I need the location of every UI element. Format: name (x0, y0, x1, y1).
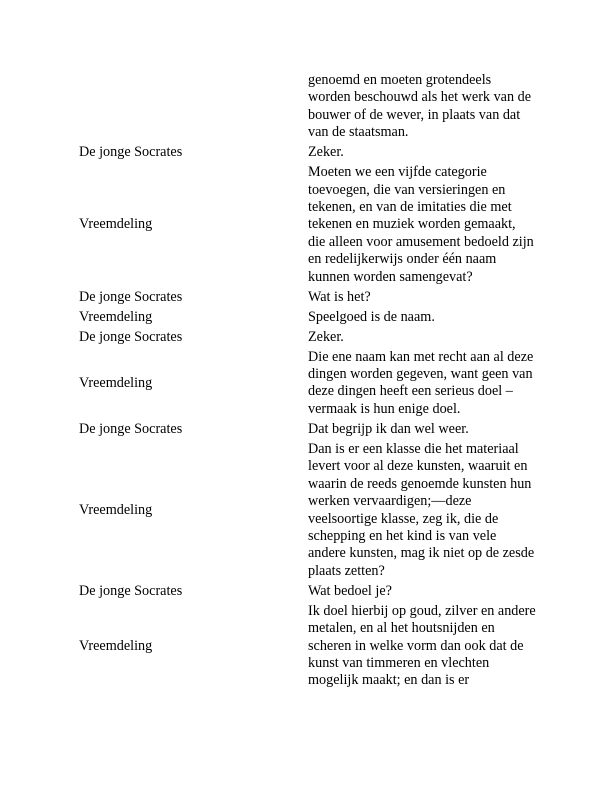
dialogue-row (79, 421, 536, 441)
dialogue-row (79, 289, 536, 309)
speech-text: Dat begrijp ik dan wel weer. (308, 420, 469, 437)
speech-text: genoemd en moeten grotendeels worden beschouwd als het werk van de bouwer of de wever, in plaats van dat van de staatsman. (308, 72, 531, 141)
speech-text: Speelgoed is de naam. (308, 308, 435, 325)
dialogue-row (79, 144, 536, 164)
speech-text: Wat is het? (308, 288, 371, 305)
speech-text: Dan is er een klasse die het materiaal levert voor al deze kunsten, waaruit en waarin de reeds genoemde kunsten hun werken vervaardigen;—deze veelsoortige klasse, zeg ik, die de schepping en het kind is van vele andere kunsten, mag ik niet op de zesde plaats zetten? (308, 440, 535, 579)
dialogue-row (79, 309, 536, 329)
dialogue-row (79, 164, 536, 288)
dialogue-row (79, 583, 536, 603)
speaker-name: Vreemdeling (79, 308, 153, 325)
speaker-name (79, 72, 308, 144)
speaker-name: Vreemdeling (79, 501, 153, 518)
speech-text: Wat bedoel je? (308, 582, 392, 599)
dialogue-body (79, 72, 536, 692)
speaker-name: De jonge Socrates (79, 328, 183, 345)
speech-text: Ik doel hierbij op goud, zilver en andere metalen, en al het houtsnijden en scheren in welke vorm dan ook dat de kunst van timmeren en vlechten mogelijk maakt; en dan is er (308, 602, 536, 689)
dialogue-row (79, 72, 536, 144)
speech-text: Moeten we een vijfde categorie toevoegen, die van versieringen en tekenen, en van de imitaties die met tekenen en muziek worden gemaakt, die alleen voor amusement bedoeld zijn en redelijkerwijs onder één naam kunnen worden samengevat? (308, 164, 534, 285)
speaker-name: De jonge Socrates (79, 582, 183, 599)
speaker-name: De jonge Socrates (79, 144, 183, 161)
dialogue-row (79, 441, 536, 583)
speaker-name: De jonge Socrates (79, 420, 183, 437)
speaker-name: Vreemdeling (79, 374, 153, 391)
dialogue-row (79, 349, 536, 421)
dialogue-table (79, 72, 536, 692)
dialogue-row (79, 603, 536, 693)
speech-text: Die ene naam kan met recht aan al deze dingen worden gegeven, want geen van deze dingen heeft een serieus doel – vermaak is hun enige doel. (308, 348, 534, 417)
speaker-name: Vreemdeling (79, 637, 153, 654)
dialogue-row (79, 329, 536, 349)
speech-text: Zeker. (308, 144, 344, 161)
speech-text: Zeker. (308, 328, 344, 345)
speaker-name: Vreemdeling (79, 216, 153, 233)
speaker-name: De jonge Socrates (79, 288, 183, 305)
